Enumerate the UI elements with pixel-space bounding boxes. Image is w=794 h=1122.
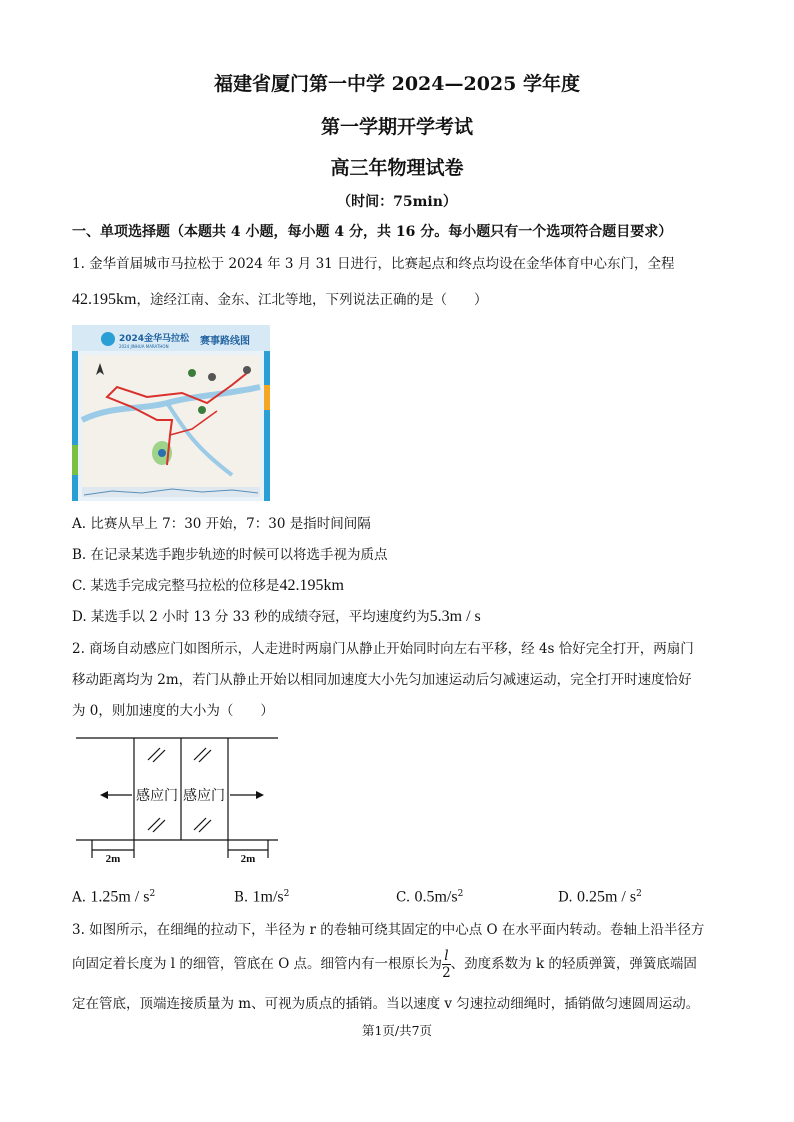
q1-stem-line2 xyxy=(72,290,487,310)
arrow-left-icon xyxy=(100,791,108,799)
q2-option-a-exp: 2 xyxy=(149,889,156,899)
q1-stem-line2-rest: ，途经江南、金东、江北等地，下列说法正确的是（ ） xyxy=(136,292,488,308)
marathon-route-map xyxy=(72,325,270,501)
q2-stem-line1: 2. 商场自动感应门如图所示，人走进时两扇门从静止开始同时向左右平移，经 4s 恰好完全打开，两扇门 xyxy=(72,641,694,657)
dim-left-label: 2m xyxy=(105,853,121,865)
exam-title-subject: 高三年物理试卷 xyxy=(330,157,464,179)
q2-stem-line2: 移动距离均为 2m，若门从静止开始以相同加速度大小先匀加速运动后匀减速运动，完全打开时速度恰好 xyxy=(72,672,692,688)
q3-stem-line3: 定在管底，顶端连接质量为 m、可视为质点的插销。当以速度 v 匀速拉动细绳时，插销做匀速圆周运动。 xyxy=(72,996,700,1012)
q3-fraction-num: l xyxy=(442,948,451,965)
q3-stem-line2-b: 、劲度系数为 k 的轻质弹簧，弹簧底端固 xyxy=(450,956,697,972)
q3-fraction xyxy=(442,948,451,981)
q2-option-d-letter: D. xyxy=(558,889,573,906)
q2-option-b-value: 1m/s xyxy=(252,888,284,906)
q2-option-d-exp: 2 xyxy=(636,889,642,899)
q3-stem-line1: 3. 如图所示，在细绳的拉动下，半径为 r 的卷轴可绕其固定的中心点 O 在水平面内转动。卷轴上沿半径方 xyxy=(72,922,705,938)
exam-time: （时间：75min） xyxy=(337,194,457,210)
q2-stem-line3: 为 0，则加速度的大小为（ ） xyxy=(72,703,274,719)
map-logo-sub: 2024 JINHUA MARATHON xyxy=(119,344,169,349)
q2-option-a xyxy=(72,884,155,908)
door-right-label: 感应门 xyxy=(183,788,225,804)
page-footer: 第1页/共7页 xyxy=(361,1023,433,1038)
exam-title-school: 福建省厦门第一中学 2024—2025 学年度 xyxy=(214,73,580,95)
door-left-label: 感应门 xyxy=(136,788,178,804)
q3-stem-line2 xyxy=(72,948,697,981)
q1-distance: 42.195km xyxy=(72,291,137,308)
q2-option-a-value: 1.25m / s xyxy=(90,888,150,906)
q1-option-c-text: C. 某选手完成完整马拉松的位移是 xyxy=(72,578,280,594)
q2-option-c-value: 0.5m/s xyxy=(414,888,458,906)
map-logo: 2024金华马拉松 xyxy=(119,334,190,344)
arrow-right-icon xyxy=(256,791,264,799)
q1-option-d-text: D. 某选手以 2 小时 13 分 33 秒的成绩夺冠，平均速度约为 xyxy=(72,609,430,625)
sliding-door-diagram xyxy=(72,732,284,868)
q2-option-a-letter: A. xyxy=(72,889,87,906)
q1-option-b: B. 在记录某选手跑步轨迹的时候可以将选手视为质点 xyxy=(72,547,388,563)
exam-title-term: 第一学期开学考试 xyxy=(320,116,473,138)
q2-option-b-letter: B. xyxy=(234,889,249,906)
q1-option-a: A. 比赛从早上 7：30 开始，7：30 是指时间间隔 xyxy=(72,516,371,532)
q2-option-b xyxy=(234,884,289,908)
q1-option-c xyxy=(72,576,344,596)
map-title: 赛事路线图 xyxy=(200,336,250,347)
q1-stem-line1: 1. 金华首届城市马拉松于 2024 年 3 月 31 日进行，比赛起点和终点均设在金华体育中心东门，全程 xyxy=(72,256,675,272)
q2-option-c-exp: 2 xyxy=(457,889,464,899)
q1-option-d xyxy=(72,607,481,627)
q2-option-d xyxy=(558,884,642,908)
section-heading: 一、单项选择题（本题共 4 小题，每小题 4 分，共 16 分。每小题只有一个选项符合题目要求） xyxy=(72,224,673,240)
q3-fraction-den: 2 xyxy=(442,965,451,981)
q2-option-c xyxy=(396,884,463,908)
dim-right-label: 2m xyxy=(240,853,256,865)
q1-option-d-value: 5.3m / s xyxy=(429,608,481,625)
q2-option-b-exp: 2 xyxy=(283,889,290,899)
q2-option-d-value: 0.25m / s xyxy=(576,888,637,906)
q1-option-c-value: 42.195km xyxy=(279,577,344,594)
q2-option-c-letter: C. xyxy=(396,889,411,906)
q3-stem-line2-a: 向固定着长度为 l 的细管，管底在 O 点。细管内有一根原长为 xyxy=(72,956,443,972)
